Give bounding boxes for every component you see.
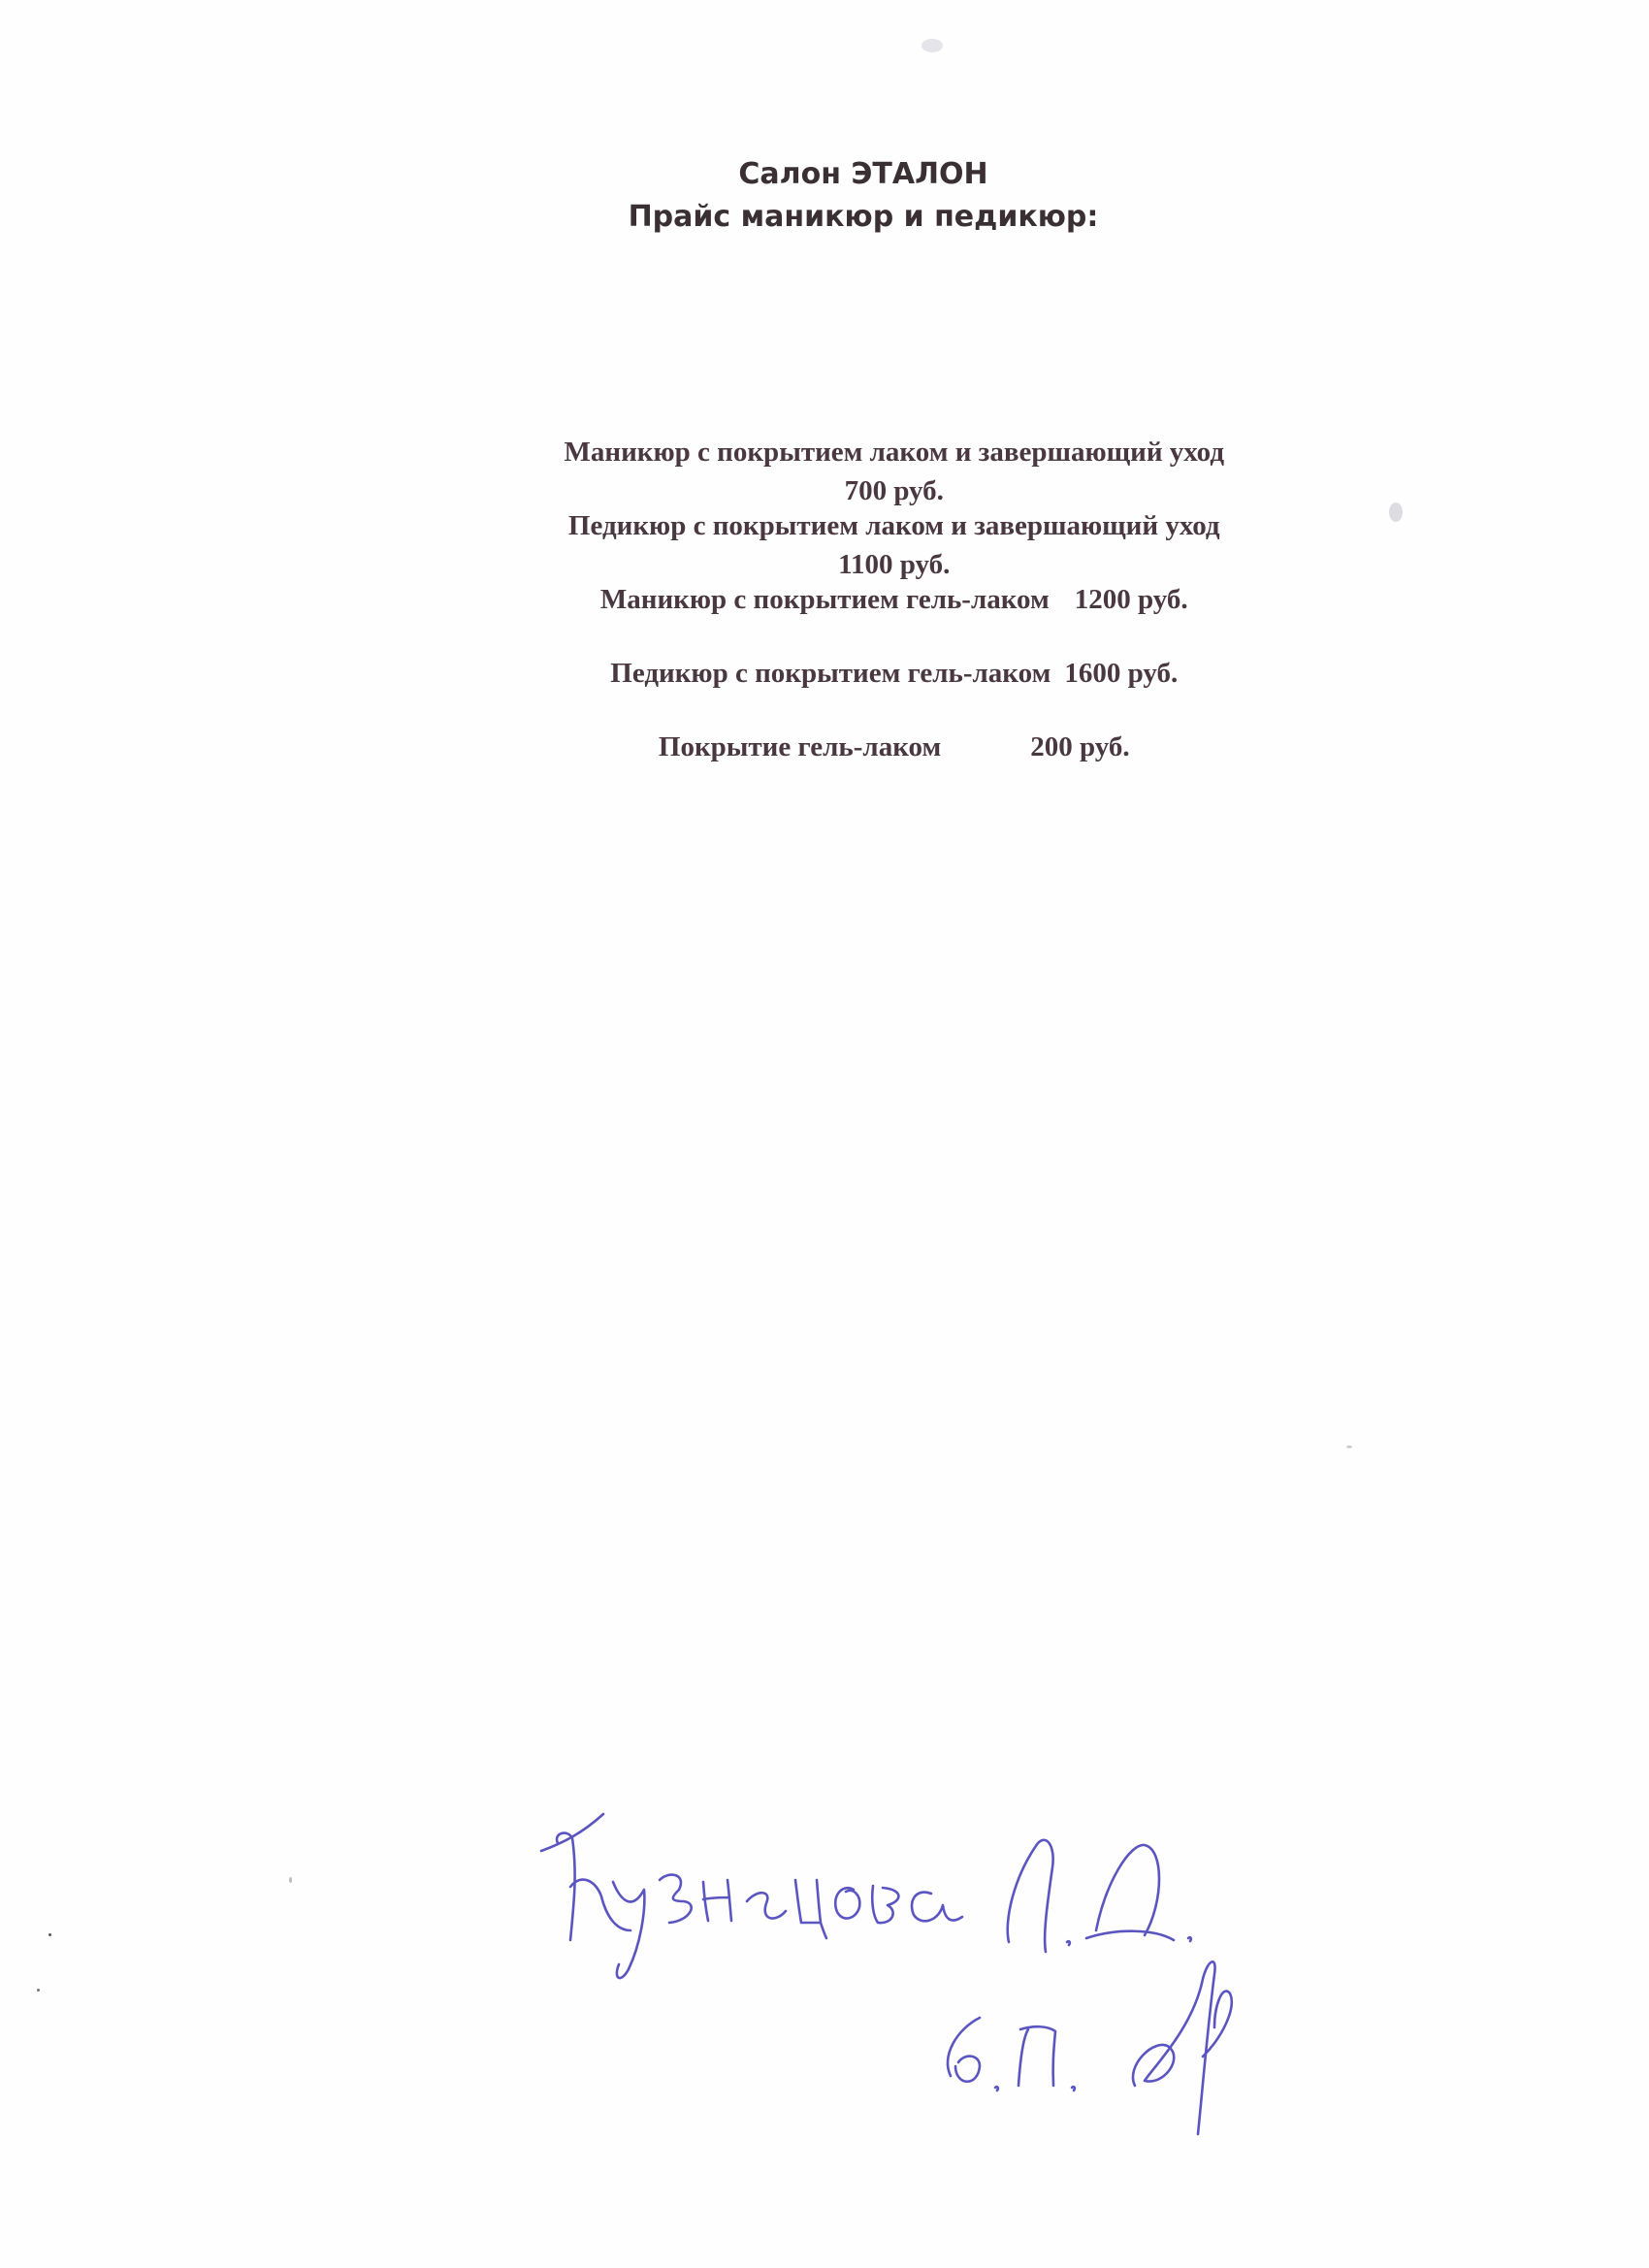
handwritten-signature bbox=[524, 1775, 1300, 2144]
scan-speck bbox=[289, 1877, 292, 1883]
scan-speck bbox=[1346, 1445, 1352, 1448]
service-name: Маникюр с покрытием лаком и завершающий уход bbox=[564, 437, 1225, 468]
scan-speck bbox=[48, 1933, 51, 1936]
service-name: Педикюр с покрытием лаком и завершающий уход bbox=[567, 510, 1220, 541]
service-price: 200 руб. bbox=[1030, 731, 1130, 762]
service-name: Педикюр с покрытием гель-лаком bbox=[610, 658, 1051, 689]
price-row bbox=[0, 689, 1649, 805]
service-name: Покрытие гель-лаком bbox=[658, 731, 942, 762]
price-list-title: Прайс маникюр и педикюр: bbox=[628, 200, 1099, 234]
salon-name: Салон ЭТАЛОН bbox=[738, 157, 988, 191]
document-header bbox=[0, 153, 1649, 239]
scan-speck bbox=[37, 1989, 40, 1992]
service-price: 1100 руб. bbox=[838, 549, 951, 580]
service-price: 1600 руб. bbox=[1064, 658, 1179, 689]
service-name: Маникюр с покрытием гель-лаком bbox=[599, 584, 1050, 615]
service-price: 1200 руб. bbox=[1074, 584, 1188, 615]
service-price: 700 руб. bbox=[844, 475, 944, 506]
scan-speck bbox=[922, 39, 943, 52]
